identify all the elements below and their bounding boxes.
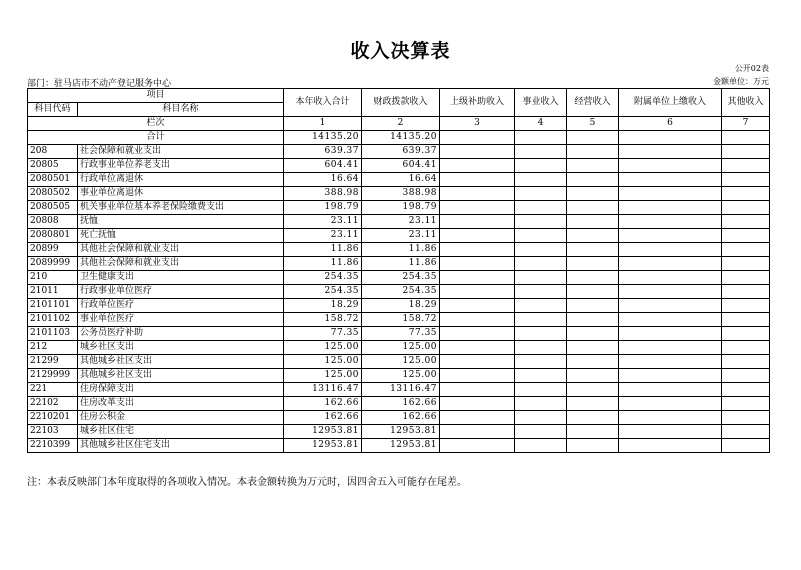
subject-code-cell: 221	[28, 383, 78, 397]
subject-name-cell: 住房公积金	[78, 411, 284, 425]
subsidiary-remit-cell	[619, 383, 722, 397]
income-total-cell: 77.35	[284, 327, 362, 341]
table-row	[28, 215, 770, 229]
fiscal-allocation-cell: 13116.47	[362, 383, 440, 397]
business-income-cell	[515, 411, 567, 425]
other-income-cell	[722, 257, 770, 271]
fiscal-allocation-cell: 11.86	[362, 257, 440, 271]
fiscal-allocation-cell: 198.79	[362, 201, 440, 215]
form-number: 公开02表	[734, 64, 769, 73]
business-income-cell	[515, 145, 567, 159]
fiscal-allocation-cell: 639.37	[362, 145, 440, 159]
income-total-cell: 639.37	[284, 145, 362, 159]
superior-subsidy-cell	[440, 341, 515, 355]
fiscal-allocation-cell: 158.72	[362, 313, 440, 327]
subject-code-cell: 21011	[28, 285, 78, 299]
column-number-1: 1	[284, 117, 362, 131]
subject-name-cell: 行政单位医疗	[78, 299, 284, 313]
fiscal-allocation-cell: 125.00	[362, 341, 440, 355]
business-income-cell	[515, 397, 567, 411]
subsidiary-remit-cell	[619, 285, 722, 299]
table-row	[28, 145, 770, 159]
operating-income-cell	[567, 383, 619, 397]
superior-subsidy-cell	[440, 145, 515, 159]
business-income-cell	[515, 285, 567, 299]
subject-name-cell: 事业单位离退休	[78, 187, 284, 201]
subject-name-cell: 住房改革支出	[78, 397, 284, 411]
header-col-5: 经营收入	[567, 89, 619, 117]
operating-income-cell	[567, 145, 619, 159]
superior-subsidy-cell	[440, 173, 515, 187]
subsidiary-remit-cell	[619, 201, 722, 215]
fiscal-allocation-cell: 125.00	[362, 369, 440, 383]
subsidiary-remit-cell	[619, 215, 722, 229]
operating-income-cell	[567, 299, 619, 313]
table-row	[28, 411, 770, 425]
other-income-cell	[722, 355, 770, 369]
fiscal-allocation-cell: 11.86	[362, 243, 440, 257]
business-income-cell	[515, 341, 567, 355]
subject-name-cell: 其他社会保障和就业支出	[78, 257, 284, 271]
operating-income-cell	[567, 313, 619, 327]
superior-subsidy-cell	[440, 369, 515, 383]
business-income-cell	[515, 187, 567, 201]
superior-subsidy-cell	[440, 355, 515, 369]
subject-name-cell: 机关事业单位基本养老保险缴费支出	[78, 201, 284, 215]
column-number-7: 7	[722, 117, 770, 131]
business-income-cell	[515, 215, 567, 229]
subject-name-cell: 抚恤	[78, 215, 284, 229]
footnote: 注：本表反映部门本年度取得的各项收入情况。本表金额转换为万元时，因四舍五入可能存在尾差。	[27, 477, 467, 488]
income-total-cell: 604.41	[284, 159, 362, 173]
income-total-cell: 11.86	[284, 243, 362, 257]
table-row	[28, 173, 770, 187]
superior-subsidy-cell	[440, 229, 515, 243]
subject-name-cell: 其他城乡社区住宅支出	[78, 439, 284, 453]
subject-name-cell: 行政事业单位医疗	[78, 285, 284, 299]
header-item: 项目	[28, 89, 284, 103]
header-col-4: 事业收入	[515, 89, 567, 117]
business-income-cell	[515, 355, 567, 369]
subsidiary-remit-cell	[619, 425, 722, 439]
superior-subsidy-cell	[440, 285, 515, 299]
subsidiary-remit-cell	[619, 173, 722, 187]
subject-name-cell: 城乡社区住宅	[78, 425, 284, 439]
fiscal-allocation-cell: 23.11	[362, 229, 440, 243]
subsidiary-remit-cell	[619, 159, 722, 173]
superior-subsidy-cell	[440, 257, 515, 271]
superior-subsidy-cell	[440, 243, 515, 257]
amount-unit-label: 金额单位：万元	[713, 77, 769, 86]
subject-name-cell: 城乡社区支出	[78, 341, 284, 355]
business-income-cell	[515, 159, 567, 173]
operating-income-cell	[567, 397, 619, 411]
total-row	[28, 131, 770, 145]
subject-code-cell: 20899	[28, 243, 78, 257]
subject-name-cell: 事业单位医疗	[78, 313, 284, 327]
business-income-cell	[515, 299, 567, 313]
table-row	[28, 397, 770, 411]
business-income-cell	[515, 201, 567, 215]
other-income-cell	[722, 299, 770, 313]
subject-code-cell: 2210399	[28, 439, 78, 453]
business-income-cell	[515, 257, 567, 271]
table-row	[28, 299, 770, 313]
total-col-4	[515, 131, 567, 145]
table-row	[28, 201, 770, 215]
superior-subsidy-cell	[440, 271, 515, 285]
income-total-cell: 23.11	[284, 229, 362, 243]
other-income-cell	[722, 341, 770, 355]
income-total-cell: 125.00	[284, 369, 362, 383]
subject-name-cell: 社会保障和就业支出	[78, 145, 284, 159]
column-number-3: 3	[440, 117, 515, 131]
subsidiary-remit-cell	[619, 313, 722, 327]
fiscal-allocation-cell: 254.35	[362, 271, 440, 285]
operating-income-cell	[567, 355, 619, 369]
table-row	[28, 257, 770, 271]
income-total-cell: 18.29	[284, 299, 362, 313]
total-col-3	[440, 131, 515, 145]
income-total-cell: 254.35	[284, 271, 362, 285]
column-number-4: 4	[515, 117, 567, 131]
operating-income-cell	[567, 257, 619, 271]
header-col-6: 附属单位上缴收入	[619, 89, 722, 117]
other-income-cell	[722, 425, 770, 439]
subject-code-cell: 2129999	[28, 369, 78, 383]
subsidiary-remit-cell	[619, 187, 722, 201]
subsidiary-remit-cell	[619, 271, 722, 285]
other-income-cell	[722, 201, 770, 215]
operating-income-cell	[567, 187, 619, 201]
column-number-2: 2	[362, 117, 440, 131]
subject-name-cell: 卫生健康支出	[78, 271, 284, 285]
other-income-cell	[722, 313, 770, 327]
income-total-cell: 125.00	[284, 341, 362, 355]
other-income-cell	[722, 215, 770, 229]
income-total-cell: 16.64	[284, 173, 362, 187]
other-income-cell	[722, 439, 770, 453]
subject-code-cell: 210	[28, 271, 78, 285]
operating-income-cell	[567, 327, 619, 341]
operating-income-cell	[567, 215, 619, 229]
page-title: 收入决算表	[350, 40, 451, 62]
subsidiary-remit-cell	[619, 229, 722, 243]
other-income-cell	[722, 145, 770, 159]
operating-income-cell	[567, 229, 619, 243]
superior-subsidy-cell	[440, 397, 515, 411]
table-row	[28, 229, 770, 243]
superior-subsidy-cell	[440, 201, 515, 215]
subject-name-cell: 行政事业单位养老支出	[78, 159, 284, 173]
superior-subsidy-cell	[440, 439, 515, 453]
superior-subsidy-cell	[440, 187, 515, 201]
subject-code-cell: 2080501	[28, 173, 78, 187]
income-total-cell: 162.66	[284, 411, 362, 425]
fiscal-allocation-cell: 388.98	[362, 187, 440, 201]
header-col-3: 上级补助收入	[440, 89, 515, 117]
other-income-cell	[722, 243, 770, 257]
subsidiary-remit-cell	[619, 145, 722, 159]
operating-income-cell	[567, 425, 619, 439]
fiscal-allocation-cell: 18.29	[362, 299, 440, 313]
table-row	[28, 383, 770, 397]
total-col-2: 14135.20	[362, 131, 440, 145]
subject-code-cell: 208	[28, 145, 78, 159]
subject-code-cell: 2080505	[28, 201, 78, 215]
superior-subsidy-cell	[440, 299, 515, 313]
subject-code-cell: 2210201	[28, 411, 78, 425]
income-total-cell: 11.86	[284, 257, 362, 271]
income-total-cell: 12953.81	[284, 425, 362, 439]
total-col-5	[567, 131, 619, 145]
operating-income-cell	[567, 285, 619, 299]
other-income-cell	[722, 271, 770, 285]
subject-code-cell: 212	[28, 341, 78, 355]
subject-code-cell: 2080502	[28, 187, 78, 201]
header-subject-name: 科目名称	[78, 103, 284, 117]
subsidiary-remit-cell	[619, 243, 722, 257]
fiscal-allocation-cell: 12953.81	[362, 439, 440, 453]
operating-income-cell	[567, 201, 619, 215]
table-row	[28, 425, 770, 439]
table-row	[28, 369, 770, 383]
fiscal-allocation-cell: 254.35	[362, 285, 440, 299]
other-income-cell	[722, 411, 770, 425]
other-income-cell	[722, 327, 770, 341]
operating-income-cell	[567, 341, 619, 355]
subject-code-cell: 2101102	[28, 313, 78, 327]
operating-income-cell	[567, 243, 619, 257]
subsidiary-remit-cell	[619, 369, 722, 383]
income-total-cell: 125.00	[284, 355, 362, 369]
table-row	[28, 285, 770, 299]
table-row	[28, 355, 770, 369]
fiscal-allocation-cell: 23.11	[362, 215, 440, 229]
fiscal-allocation-cell: 162.66	[362, 397, 440, 411]
total-col-1: 14135.20	[284, 131, 362, 145]
business-income-cell	[515, 271, 567, 285]
subject-code-cell: 21299	[28, 355, 78, 369]
header-col-1: 本年收入合计	[284, 89, 362, 117]
business-income-cell	[515, 383, 567, 397]
other-income-cell	[722, 229, 770, 243]
income-total-cell: 23.11	[284, 215, 362, 229]
fiscal-allocation-cell: 12953.81	[362, 425, 440, 439]
other-income-cell	[722, 285, 770, 299]
operating-income-cell	[567, 173, 619, 187]
fiscal-allocation-cell: 16.64	[362, 173, 440, 187]
superior-subsidy-cell	[440, 159, 515, 173]
department-label: 部门：驻马店市不动产登记服务中心	[27, 79, 172, 89]
subject-code-cell: 2101103	[28, 327, 78, 341]
other-income-cell	[722, 397, 770, 411]
subject-name-cell: 其他城乡社区支出	[78, 369, 284, 383]
operating-income-cell	[567, 271, 619, 285]
subject-name-cell: 其他城乡社区支出	[78, 355, 284, 369]
table-row	[28, 341, 770, 355]
header-subject-code: 科目代码	[28, 103, 78, 117]
superior-subsidy-cell	[440, 327, 515, 341]
header-col-2: 财政拨款收入	[362, 89, 440, 117]
subject-name-cell: 公务员医疗补助	[78, 327, 284, 341]
subsidiary-remit-cell	[619, 411, 722, 425]
table-row	[28, 271, 770, 285]
other-income-cell	[722, 383, 770, 397]
subject-code-cell: 22102	[28, 397, 78, 411]
subsidiary-remit-cell	[619, 355, 722, 369]
subject-code-cell: 2101101	[28, 299, 78, 313]
table-row	[28, 243, 770, 257]
business-income-cell	[515, 243, 567, 257]
superior-subsidy-cell	[440, 313, 515, 327]
income-total-cell: 254.35	[284, 285, 362, 299]
subject-name-cell: 住房保障支出	[78, 383, 284, 397]
table-row	[28, 327, 770, 341]
superior-subsidy-cell	[440, 425, 515, 439]
subsidiary-remit-cell	[619, 257, 722, 271]
income-total-cell: 162.66	[284, 397, 362, 411]
subject-code-cell: 20808	[28, 215, 78, 229]
business-income-cell	[515, 327, 567, 341]
subject-name-cell: 行政单位离退休	[78, 173, 284, 187]
fiscal-allocation-cell: 604.41	[362, 159, 440, 173]
table-row	[28, 159, 770, 173]
total-col-7	[722, 131, 770, 145]
business-income-cell	[515, 173, 567, 187]
business-income-cell	[515, 439, 567, 453]
income-total-cell: 158.72	[284, 313, 362, 327]
subsidiary-remit-cell	[619, 327, 722, 341]
business-income-cell	[515, 229, 567, 243]
superior-subsidy-cell	[440, 411, 515, 425]
subsidiary-remit-cell	[619, 439, 722, 453]
income-table	[27, 88, 770, 453]
table-row	[28, 187, 770, 201]
income-total-cell: 12953.81	[284, 439, 362, 453]
income-total-cell: 198.79	[284, 201, 362, 215]
subject-code-cell: 20805	[28, 159, 78, 173]
other-income-cell	[722, 187, 770, 201]
subject-name-cell: 其他社会保障和就业支出	[78, 243, 284, 257]
income-total-cell: 13116.47	[284, 383, 362, 397]
operating-income-cell	[567, 411, 619, 425]
total-label: 合计	[28, 131, 284, 145]
superior-subsidy-cell	[440, 383, 515, 397]
fiscal-allocation-cell: 77.35	[362, 327, 440, 341]
total-col-6	[619, 131, 722, 145]
other-income-cell	[722, 369, 770, 383]
business-income-cell	[515, 425, 567, 439]
column-number-6: 6	[619, 117, 722, 131]
column-number-5: 5	[567, 117, 619, 131]
subject-code-cell: 22103	[28, 425, 78, 439]
column-index-label: 栏次	[28, 117, 284, 131]
business-income-cell	[515, 369, 567, 383]
income-total-cell: 388.98	[284, 187, 362, 201]
fiscal-allocation-cell: 162.66	[362, 411, 440, 425]
subject-name-cell: 死亡抚恤	[78, 229, 284, 243]
subject-code-cell: 2080801	[28, 229, 78, 243]
table-row	[28, 439, 770, 453]
subsidiary-remit-cell	[619, 397, 722, 411]
other-income-cell	[722, 173, 770, 187]
operating-income-cell	[567, 439, 619, 453]
operating-income-cell	[567, 369, 619, 383]
header-col-7: 其他收入	[722, 89, 770, 117]
subject-code-cell: 2089999	[28, 257, 78, 271]
table-row	[28, 313, 770, 327]
business-income-cell	[515, 313, 567, 327]
subsidiary-remit-cell	[619, 299, 722, 313]
operating-income-cell	[567, 159, 619, 173]
fiscal-allocation-cell: 125.00	[362, 355, 440, 369]
subsidiary-remit-cell	[619, 341, 722, 355]
other-income-cell	[722, 159, 770, 173]
superior-subsidy-cell	[440, 215, 515, 229]
